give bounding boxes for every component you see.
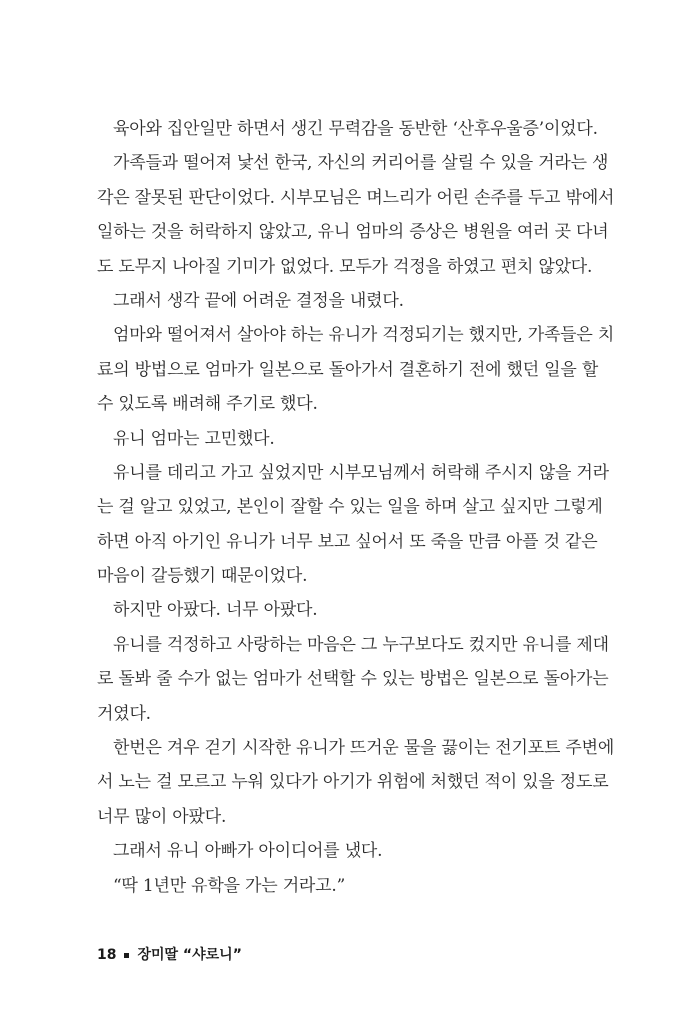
text-line: “딱 1년만 유학을 가는 거라고.”	[113, 875, 346, 896]
text-line: 수 있도록 배려해 주기로 했다.	[97, 394, 318, 415]
text-line: 유니를 데리고 가고 싶었지만 시부모님께서 허락해 주시지 않을 거라	[113, 462, 609, 483]
text-line: 하지만 아팠다. 너무 아팠다.	[113, 600, 318, 621]
text-line: 너무 많이 아팠다.	[97, 806, 227, 827]
text-line: 한번은 겨우 걷기 시작한 유니가 뜨거운 물을 끓이는 전기포트 주변에	[113, 738, 615, 759]
text-line: 그래서 유니 아빠가 아이디어를 냈다.	[113, 841, 383, 862]
text-line: 로 돌봐 줄 수가 없는 엄마가 선택할 수 있는 방법은 일본으로 돌아가는	[97, 669, 609, 690]
text-line: 는 걸 알고 있었고, 본인이 잘할 수 있는 일을 하며 살고 싶지만 그렇게	[97, 497, 603, 518]
body-text	[97, 112, 615, 903]
text-line: 그래서 생각 끝에 어려운 결정을 내렸다.	[113, 290, 404, 311]
text-line: 엄마와 떨어져서 살아야 하는 유니가 걱정되기는 했지만, 가족들은 치	[113, 325, 615, 346]
separator-bullet-icon	[124, 953, 129, 958]
text-line: 마음이 갈등했기 때문이었다.	[97, 566, 308, 587]
page-footer	[97, 944, 242, 964]
page-number: 18	[97, 947, 117, 963]
text-line: 가족들과 떨어져 낯선 한국, 자신의 커리어를 살릴 수 있을 거라는 생	[113, 153, 609, 174]
text-line: 각은 잘못된 판단이었다. 시부모님은 며느리가 어린 손주를 두고 밖에서	[97, 187, 615, 208]
text-line: 하면 아직 아기인 유니가 너무 보고 싶어서 또 죽을 만큼 아플 것 같은	[97, 531, 598, 552]
text-line: 유니 엄마는 고민했다.	[113, 428, 275, 449]
text-line: 거였다.	[97, 703, 151, 724]
text-line: 도 도무지 나아질 기미가 없었다. 모두가 걱정을 하였고 편치 않았다.	[97, 256, 593, 277]
text-line: 일하는 것을 허락하지 않았고, 유니 엄마의 증상은 병원을 여러 곳 다녀	[97, 222, 609, 243]
text-line: 서 노는 걸 모르고 누워 있다가 아기가 위험에 처했던 적이 있을 정도로	[97, 772, 609, 793]
text-line: 료의 방법으로 엄마가 일본으로 돌아가서 결혼하기 전에 했던 일을 할	[97, 359, 599, 380]
text-line: 유니를 걱정하고 사랑하는 마음은 그 누구보다도 컸지만 유니를 제대	[113, 634, 609, 655]
text-line: 육아와 집안일만 하면서 생긴 무력감을 동반한 ‘산후우울증’이었다.	[113, 119, 598, 139]
book-title: 장미딸 “샤로니”	[137, 947, 242, 963]
